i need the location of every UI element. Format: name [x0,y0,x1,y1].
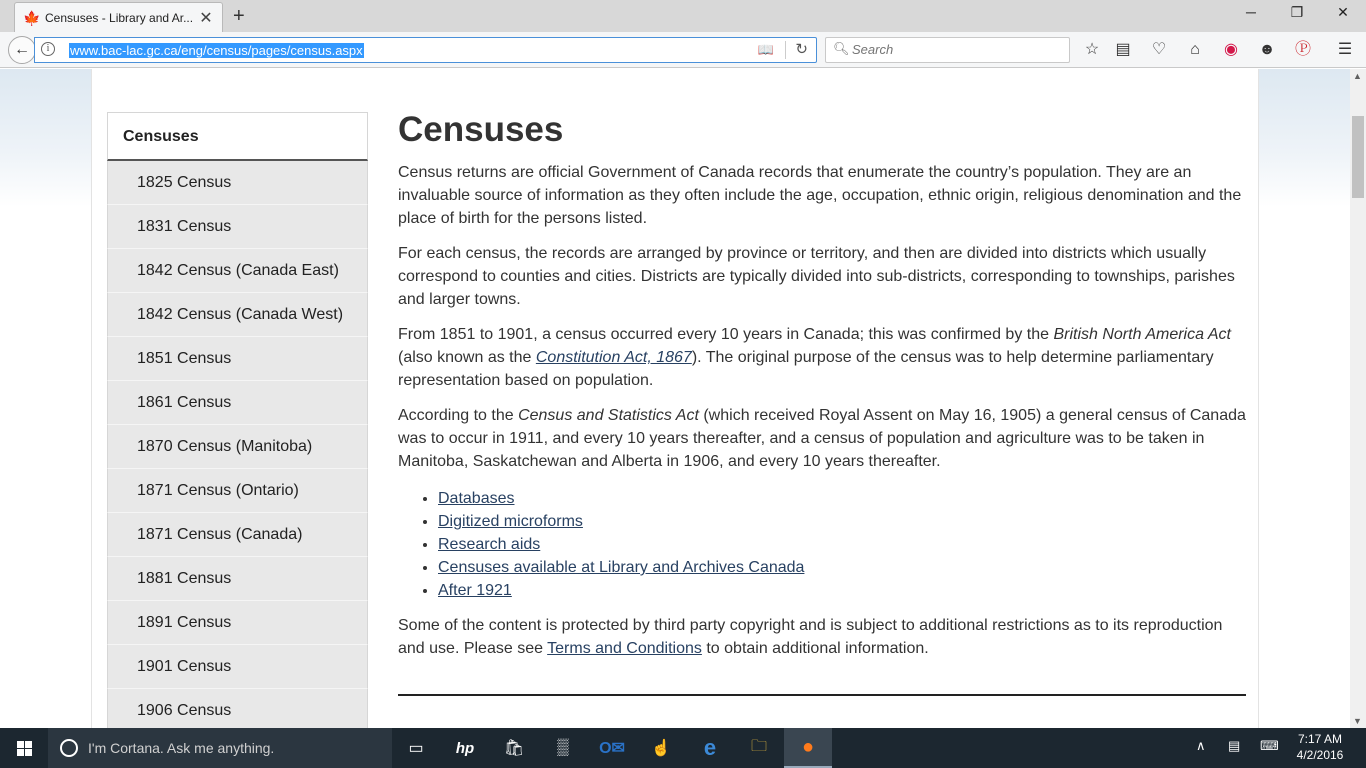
search-box[interactable] [825,37,1070,63]
scroll-up-icon[interactable]: ▲ [1353,71,1362,81]
scroll-down-icon[interactable]: ▼ [1353,716,1362,726]
sidebar-item-1891[interactable]: 1891 Census [107,601,368,645]
system-clock[interactable] [1290,731,1350,763]
sidebar-item-1831[interactable]: 1831 Census [107,205,368,249]
edge-icon[interactable]: e [703,735,717,760]
stats-text-a: According to the [398,407,519,424]
bookmark-star-icon[interactable]: ☆ [1084,41,1100,58]
tray-overflow-icon[interactable]: ∧ [1196,738,1206,753]
constitution-act-link-text: Constitution Act, 1867 [535,349,692,366]
databases-link[interactable]: Databases [438,490,515,507]
sidebar-item-1842-east[interactable]: 1842 Census (Canada East) [107,249,368,293]
windows-logo-icon [17,741,32,756]
address-bar[interactable] [34,37,817,63]
home-icon[interactable]: ⌂ [1190,41,1200,58]
copyright-paragraph [398,614,1246,660]
sidebar-item-1881[interactable]: 1881 Census [107,557,368,601]
history-text-a: From 1851 to 1901, a census occurred every 10 years in Canada; this was confirmed by the [398,326,1054,343]
url-text[interactable]: www.bac-lac.gc.ca/eng/census/pages/census.aspx [70,43,363,58]
reading-list-icon[interactable]: ▤ [1115,41,1131,58]
reader-view-icon[interactable]: 📖 [757,42,774,57]
windows-taskbar [0,728,1366,768]
records-paragraph: For each census, the records are arranged by province or territory, and then are divided into districts which usually correspond to counties and cities. Districts are typically divided into sub-districts, corresponding to townships, parishes and larger towns. [398,245,1235,308]
research-aids-link[interactable]: Research aids [438,536,541,553]
sidebar-heading[interactable]: Censuses [107,112,368,161]
sidebar-item-1871-canada[interactable]: 1871 Census (Canada) [107,513,368,557]
task-view-icon[interactable]: ▭ [408,740,424,757]
page-viewport [0,69,1350,728]
pinterest-icon[interactable]: Ⓟ [1294,41,1311,58]
urlbar-divider [785,41,786,59]
sidebar-item-1901[interactable]: 1901 Census [107,645,368,689]
sidebar-item-1842-west[interactable]: 1842 Census (Canada West) [107,293,368,337]
resource-links-list [438,487,1246,602]
constitution-act-link[interactable] [536,349,692,366]
pocket-icon[interactable]: ♡ [1151,41,1167,58]
app-grid-icon[interactable]: ▒ [557,739,569,756]
cortana-search-box[interactable] [48,728,392,768]
after-1921-link[interactable]: After 1921 [438,582,512,599]
back-arrow-icon: ← [14,41,30,58]
list-item [438,510,1246,533]
list-item [438,556,1246,579]
list-item [438,487,1246,510]
main-content [398,109,1246,696]
start-button[interactable] [0,728,48,768]
sidebar-item-1861[interactable]: 1861 Census [107,381,368,425]
clock-time: 7:17 AM [1297,732,1343,746]
menu-icon[interactable]: ☰ [1337,41,1353,58]
copyright-text-b: to obtain additional information. [701,640,929,657]
stats-act-text: Census and Statistics Act [518,407,699,424]
keyboard-icon[interactable]: ⌨ [1260,738,1279,753]
search-input[interactable] [852,42,1062,57]
pocket-red-icon[interactable]: ◉ [1224,41,1238,58]
sidebar-item-1871-ontario[interactable]: 1871 Census (Ontario) [107,469,368,513]
touch-app-icon[interactable]: ☝ [651,740,671,757]
sidebar-item-1906[interactable]: 1906 Census [107,689,368,728]
scrollbar-thumb[interactable] [1352,116,1364,198]
sidebar-item-1870-manitoba[interactable]: 1870 Census (Manitoba) [107,425,368,469]
clock-date: 4/2/2016 [1296,748,1344,762]
reload-icon[interactable]: ↻ [795,41,808,58]
sidebar-item-1851[interactable]: 1851 Census [107,337,368,381]
sidebar-item-1825[interactable]: 1825 Census [107,161,368,205]
firefox-icon[interactable]: ● [784,728,832,768]
maple-leaf-icon: 🍁 [23,9,41,26]
close-tab-icon[interactable]: ✕ [199,9,213,27]
history-text-b: (also known as the [398,349,536,366]
store-icon[interactable]: 🛍︎ [503,740,525,757]
history-text-c: ). The original purpose of the census was to help determine parliamentary representation based on population. [398,349,1214,389]
copyright-text-a: Some of the content is protected by third party copyright and is subject to additional restrictions as to its reproduction and use. Please see [398,617,1223,657]
hp-icon[interactable]: hp [455,739,475,757]
cortana-prompt: I'm Cortana. Ask me anything. [88,740,275,756]
bna-act-text: British North America Act [1053,326,1231,343]
page-scrollbar[interactable] [1350,69,1366,728]
page-container [91,69,1259,728]
site-info-icon[interactable]: i [41,42,55,56]
terms-conditions-link[interactable]: Terms and Conditions [547,640,702,657]
content-divider [398,694,1246,696]
page-title: Censuses [398,110,564,149]
maximize-button[interactable]: ❐ [1290,4,1304,20]
minimize-button[interactable]: ─ [1246,4,1256,20]
digitized-microforms-link[interactable]: Digitized microforms [438,513,583,530]
cortana-icon [60,739,78,757]
notifications-icon[interactable]: ▤ [1228,738,1241,753]
navigation-toolbar [0,32,1366,68]
list-item [438,533,1246,556]
censuses-available-link[interactable]: Censuses available at Library and Archives Canada [438,559,805,576]
file-explorer-icon[interactable]: 🗀 [750,737,767,755]
tab-strip [0,0,1366,32]
tab-title: Censuses - Library and Ar... [45,10,194,25]
intro-paragraph: Census returns are official Government of Canada records that enumerate the country’s population. They are an invaluable source of information as they often include the age, occupation, ethnic origin, religious denomination and the place of birth for the persons listed. [398,164,1242,227]
back-button[interactable] [8,36,36,64]
census-sidebar [107,112,368,728]
window-close-button[interactable]: ✕ [1337,4,1349,20]
browser-tab[interactable] [14,2,223,32]
history-paragraph [398,323,1246,392]
new-tab-button[interactable]: + [233,5,245,27]
search-icon: 🔍︎ [833,41,850,56]
stats-text-b: (which received Royal Assent on May 16, 1905) a general census of Canada was to occur in 1911, and every 10 years thereafter, and a census of population and agriculture was to be taken in Manitoba, Saskatchewan and Alberta in 1906, and every 10 years thereafter. [398,407,1246,470]
statistics-act-paragraph [398,404,1246,473]
list-item [438,579,1246,602]
chat-icon[interactable]: ☻ [1258,41,1276,58]
outlook-icon[interactable]: O✉ [599,740,625,757]
